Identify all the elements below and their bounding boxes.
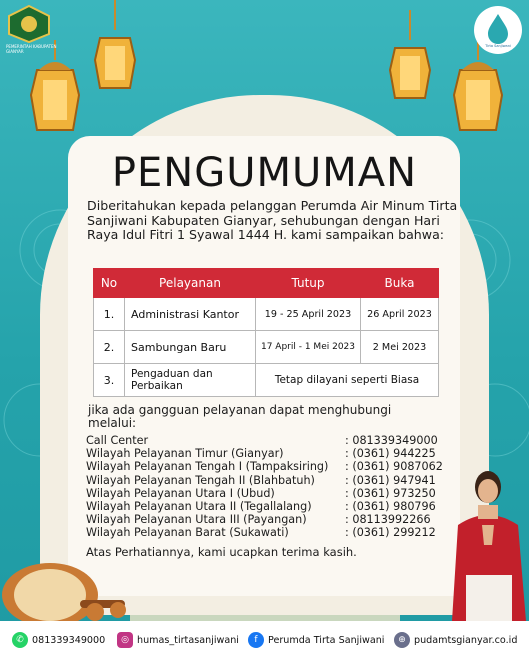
contact-number: : (0361) 980796 [345,499,436,513]
contact-item [86,434,476,447]
footer-whatsapp-text: 081339349000 [32,634,106,646]
contact-label: Wilayah Pelayanan Tengah II (Blahbatuh) [86,473,315,487]
column-header: Tutup [256,269,361,298]
contact-item [86,513,476,526]
page-title: PENGUMUMAN [111,150,418,196]
contact-number: : 081339349000 [345,434,438,447]
table-row [94,298,439,331]
column-header: Pelayanan [125,269,256,298]
contact-item [86,487,476,500]
closed-dates: 17 April - 1 Mei 2023 [256,331,361,364]
service-name: Sambungan Baru [125,331,256,364]
footer-website-text: pudamtsgianyar.co.id [414,634,518,646]
contact-label: Wilayah Pelayanan Barat (Sukawati) [86,526,289,540]
table-header-row [94,269,439,298]
instagram-icon: ◎ [117,632,133,648]
service-status: Tetap dilayani seperti Biasa [256,364,439,397]
footer-whatsapp[interactable] [12,632,105,648]
footer-instagram-text: humas_tirtasanjiwani [137,634,239,646]
contact-label: Wilayah Pelayanan Utara III (Payangan) [86,513,307,527]
intro-text: Diberitahukan kepada pelanggan Perumda Air Minum Tirta Sanjiwani Kabupaten Gianyar, sehubungan dengan Hari Raya Idul Fitri 1 Syawal 1444 H. kami sampaikan bahwa: [87,198,458,242]
contact-item [86,447,476,460]
table-row [94,331,439,364]
contact-number: : (0361) 9087062 [345,460,443,474]
contact-label: Call Center [86,434,149,447]
contact-item [86,474,476,487]
footer-instagram[interactable] [117,632,239,648]
row-number: 3. [94,364,125,397]
contact-list [86,434,476,540]
lantern-icon [25,40,85,150]
whatsapp-icon: ✆ [12,632,28,648]
gianyar-regency-logo [6,4,52,44]
facebook-icon: f [248,632,264,648]
contact-number: : (0361) 973250 [345,486,436,500]
footer-website[interactable] [394,632,517,648]
closed-dates: 19 - 25 April 2023 [256,298,361,331]
tirta-sanjiwani-caption: Tirta Sanjiwani [485,44,511,48]
column-header: No [94,269,125,298]
lantern-icon [448,40,508,150]
contact-label: Wilayah Pelayanan Utara II (Tegallalang) [86,499,312,513]
open-date: 26 April 2023 [361,298,439,331]
footer-facebook-text: Perumda Tirta Sanjiwani [268,634,385,646]
contact-number: : (0361) 944225 [345,447,436,461]
table-row [94,364,439,397]
service-name: Pengaduan dan Perbaikan [125,364,256,397]
web-icon: ⊕ [394,632,410,648]
woman-greeting-photo [448,465,529,621]
contact-label: Wilayah Pelayanan Tengah I (Tampaksiring) [86,460,329,474]
contact-item [86,460,476,473]
lantern-icon [90,0,140,100]
service-name: Administrasi Kantor [125,298,256,331]
open-date: 2 Mei 2023 [361,331,439,364]
contact-number: : 08113992266 [345,513,431,527]
row-number: 1. [94,298,125,331]
service-schedule-table [93,268,439,397]
gianyar-logo-caption: PEMERINTAH KABUPATEN GIANYAR [6,44,57,54]
contact-item [86,526,476,539]
column-header: Buka [361,269,439,298]
contact-number: : (0361) 299212 [345,526,436,540]
contact-intro: jika ada gangguan pelayanan dapat menghubungi melalui: [88,403,392,430]
tirta-sanjiwani-logo [474,6,522,54]
footer-facebook[interactable] [248,632,384,648]
contact-label: Wilayah Pelayanan Timur (Gianyar) [86,447,284,461]
bedug-drum-illustration [0,550,140,625]
lantern-icon [385,10,435,110]
closing-text: Atas Perhatiannya, kami ucapkan terima kasih. [86,545,357,559]
contact-number: : (0361) 947941 [345,473,436,487]
row-number: 2. [94,331,125,364]
contact-item [86,500,476,513]
contact-label: Wilayah Pelayanan Utara I (Ubud) [86,486,275,500]
